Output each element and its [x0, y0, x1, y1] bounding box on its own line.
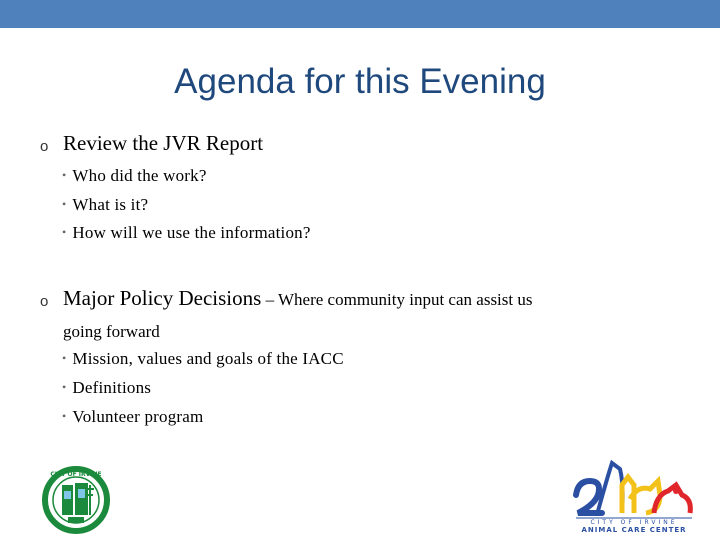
svg-text:1971: 1971 — [70, 529, 82, 534]
city-of-irvine-seal-logo — [42, 465, 110, 535]
sub-bullet: • Definitions — [62, 378, 152, 397]
bullet-review-jvr — [63, 131, 263, 156]
sub-bullet: • What is it? — [62, 195, 149, 214]
sub-bullet: • Mission, values and goals of the IACC — [62, 349, 344, 368]
animal-care-center-logo — [568, 455, 700, 535]
bullet-marker: o — [40, 138, 49, 155]
bullet-heading: Major Policy Decisions — [63, 286, 262, 310]
slide-title: Agenda for this Evening — [174, 62, 546, 101]
bullet-rest: – Where community input can assist us — [261, 290, 533, 309]
sub-bullet: • Volunteer program — [62, 407, 204, 426]
svg-text:ANIMAL CARE CENTER: ANIMAL CARE CENTER — [581, 526, 687, 534]
sub-bullet: • Who did the work? — [62, 166, 207, 185]
bullet-marker: o — [40, 293, 49, 310]
top-accent-bar — [0, 0, 720, 28]
bullet-continuation: going forward — [63, 322, 160, 341]
sub-bullet: • How will we use the information? — [62, 223, 311, 242]
svg-text:CITY OF IRVINE: CITY OF IRVINE — [590, 519, 678, 526]
bullet-heading: Review the JVR Report — [63, 131, 264, 155]
svg-text:CITY OF IRVINE: CITY OF IRVINE — [50, 471, 102, 478]
bullet-major-policy — [63, 286, 683, 311]
